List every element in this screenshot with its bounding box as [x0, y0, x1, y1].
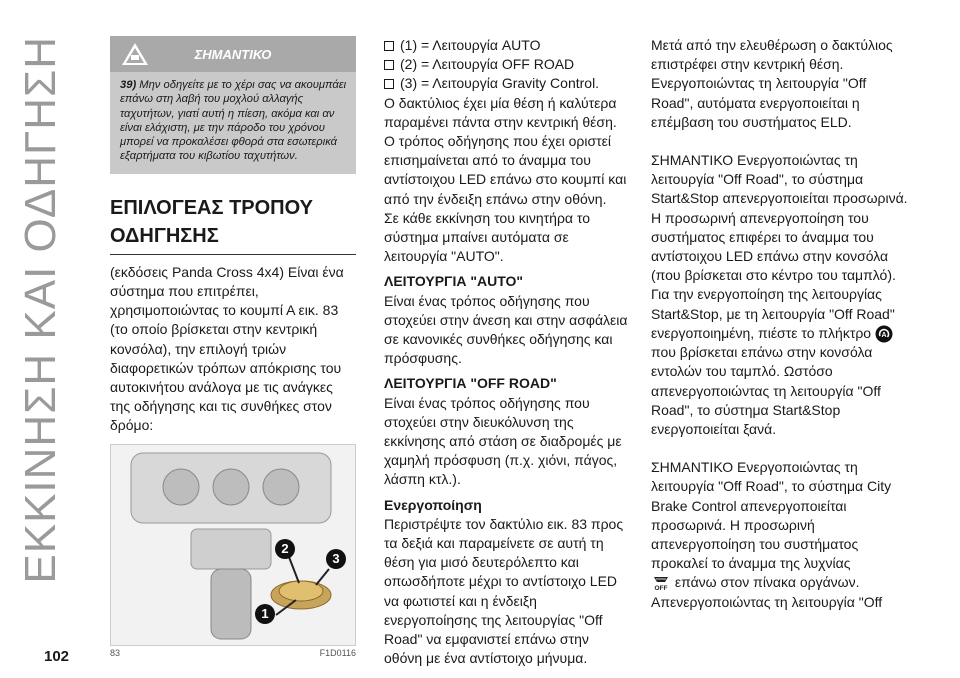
warning-triangle-icon	[120, 41, 150, 67]
section-heading-line1: ΕΠΙΛΟΓΕΑΣ ΤΡΟΠΟΥ	[110, 196, 313, 219]
paragraph-start-stop	[651, 151, 909, 439]
paragraph: Απενεργοποιώντας τη λειτουργία "Off	[651, 593, 883, 610]
start-stop-button-icon	[875, 325, 893, 343]
mode-option-offroad	[384, 55, 630, 74]
bullet-square-icon	[384, 79, 394, 89]
figure-drive-mode-selector	[110, 444, 356, 646]
text-span: που βρίσκεται επάνω στην κονσόλα εντολών του ταμπλό. Ωστόσο απενεργοποιώντας τη λειτουργία "Off Road", το σύστημα Start&Stop ενεργοποιείται ξανά.	[651, 344, 881, 437]
spacer	[651, 132, 909, 151]
paragraph-city-brake	[651, 458, 909, 593]
bullet-square-icon	[384, 60, 394, 70]
city-brake-off-label: OFF	[654, 584, 668, 592]
callout-label-1: 1	[261, 605, 269, 621]
text-span: ΣΗΜΑΝΤΙΚΟ Ενεργοποιώντας τη λειτουργία "Off Road", το σύστημα Start&Stop απενεργοποιείται προσωρινά. Η προσωρινή απενεργοποίηση του συστήματος επιφέρει το άναμμα του αντίστοιχου LED επάνω στην κονσόλα (που βρίσκεται στο κέντρο του ταμπλό). Για την ενεργοποίηση της λειτουργίας Start&Stop, με τη λειτουργία "Off Road" ενεργοποιημένη, πιέστε το πλήκτρο	[651, 152, 908, 341]
callout-label-2: 2	[281, 540, 289, 556]
paragraph: Είναι ένας τρόπος οδήγησης που στοχεύει στην άνεση και στην ασφάλεια σε κανονικές συνθήκες οδήγησης και πρόσφυσης.	[384, 292, 628, 367]
paragraph: Μετά από την ελευθέρωση ο δακτύλιος επιστρέφει στην κεντρική θέση.	[651, 37, 893, 73]
mode-option-label: (3) = Λειτουργία Gravity Control.	[400, 75, 600, 92]
figure-code: F1D0116	[319, 647, 356, 658]
heading-rule	[110, 254, 356, 255]
callout-marker-2	[274, 538, 296, 560]
city-brake-off-icon	[651, 575, 671, 593]
column-2	[384, 36, 630, 669]
svg-text:A: A	[881, 332, 887, 340]
paragraph: Σε κάθε εκκίνηση του κινητήρα το σύστημα μπαίνει αυτόματα σε λειτουργία "AUTO".	[384, 209, 591, 265]
paragraph: Ενεργοποιώντας τη λειτουργία "Off Road", αυτόματα ενεργοποιείται η επέμβαση του συστήματος ELD.	[651, 75, 867, 130]
sidebar-title: ΕΚΚΙΝΗΣΗ ΚΑΙ ΟΔΗΓΗΣΗ	[16, 36, 65, 584]
paragraph: Ο δακτύλιος έχει μία θέση ή καλύτερα παραμένει πάντα στην κεντρική θέση.	[384, 94, 617, 130]
warning-box	[110, 36, 356, 174]
mode-option-label: (1) = Λειτουργία AUTO	[400, 37, 541, 53]
callout-marker-1	[254, 603, 276, 625]
warning-text: Μην οδηγείτε με το χέρι σας να ακουμπάει επάνω στη λαβή του μοχλού αλλαγής ταχυτήτων, γιατί αυτή η πίεση, ακόμα και αν είναι ελάχιστη, με την πάροδο του χρόνου μπορεί να προκαλέσει φθορά στα εσωτερικά εξαρτήματα του κιβωτίου ταχυτήτων.	[120, 79, 347, 163]
section-intro: (εκδόσεις Panda Cross 4x4) Είναι ένα σύστημα που επιτρέπει, χρησιμοποιώντας το κουμπί Α εικ. 83 (το οποίο βρίσκεται στην κεντρική κονσόλα), την επιλογή τριών διαφορετικών τρόπων απόκρισης του αυτοκινήτου ανάλογα με τις ανάγκες της οδήγησης και τις συνθήκες στον δρόμο:	[110, 263, 344, 434]
bullet-square-icon	[384, 41, 394, 51]
figure-number: 83	[110, 647, 121, 658]
column-3	[651, 36, 909, 612]
figure-caption	[110, 648, 356, 658]
column-1	[110, 36, 356, 658]
warning-number: 39)	[120, 79, 137, 91]
paragraph: Ο τρόπος οδήγησης που έχει οριστεί επισημαίνεται από το άναμμα του αντίστοιχου LED επάνω στο κουμπί και από την ένδειξη επάνω στην οθόνη.	[384, 133, 627, 207]
sidebar	[6, 28, 76, 588]
callout-marker-3	[325, 548, 347, 570]
paragraph: Περιστρέψτε τον δακτύλιο εικ. 83 προς τα δεξιά και παραμείνετε σε αυτή τη θέση για μισό δευτερόλεπτο και οπωσδήποτε μέχρι το αντίστοιχο LED να φωτιστεί και η ένδειξη ενεργοποίησης της λειτουργίας "Off Road" να εμφανιστεί επάνω στην οθόνη με ένα αντίστοιχο μήνυμα.	[384, 515, 624, 667]
warning-body	[110, 72, 356, 174]
mode-option-label: (2) = Λειτουργία OFF ROAD	[400, 56, 575, 73]
section-heading-line2: ΟΔΗΓΗΣΗΣ	[110, 224, 219, 247]
spacer	[651, 439, 909, 458]
warning-title: ΣΗΜΑΝΤΙΚΟ	[194, 46, 272, 62]
callout-label-3: 3	[332, 550, 340, 566]
console-illustration	[111, 445, 355, 645]
mode-option-auto	[384, 36, 630, 55]
text-span: επάνω στον πίνακα οργάνων.	[674, 574, 860, 591]
paragraph: Είναι ένας τρόπος οδήγησης που στοχεύει στην διευκόλυνση της εκκίνησης από στάση σε διαδρομές με χαμηλή πρόσφυση (π.χ. χιόνι, πάγος, λάσπη κτλ.).	[384, 394, 622, 488]
subheading-offroad: ΛΕΙΤΟΥΡΓΙΑ "OFF ROAD"	[384, 375, 557, 392]
subheading-activation: Ενεργοποίηση	[384, 496, 482, 513]
warning-header	[110, 36, 356, 72]
page-number: 102	[44, 648, 70, 665]
text-span: ΣΗΜΑΝΤΙΚΟ Ενεργοποιώντας τη λειτουργία "Off Road", το σύστημα City Brake Control απενεργοποιείται προσωρινά. Η προσωρινή απενεργοποίηση του συστήματος προκαλεί το άναμμα της λυχνίας	[651, 459, 892, 572]
subheading-auto: ΛΕΙΤΟΥΡΓΙΑ "AUTO"	[384, 273, 524, 290]
mode-option-gravity	[384, 74, 630, 93]
section-heading	[110, 194, 356, 250]
